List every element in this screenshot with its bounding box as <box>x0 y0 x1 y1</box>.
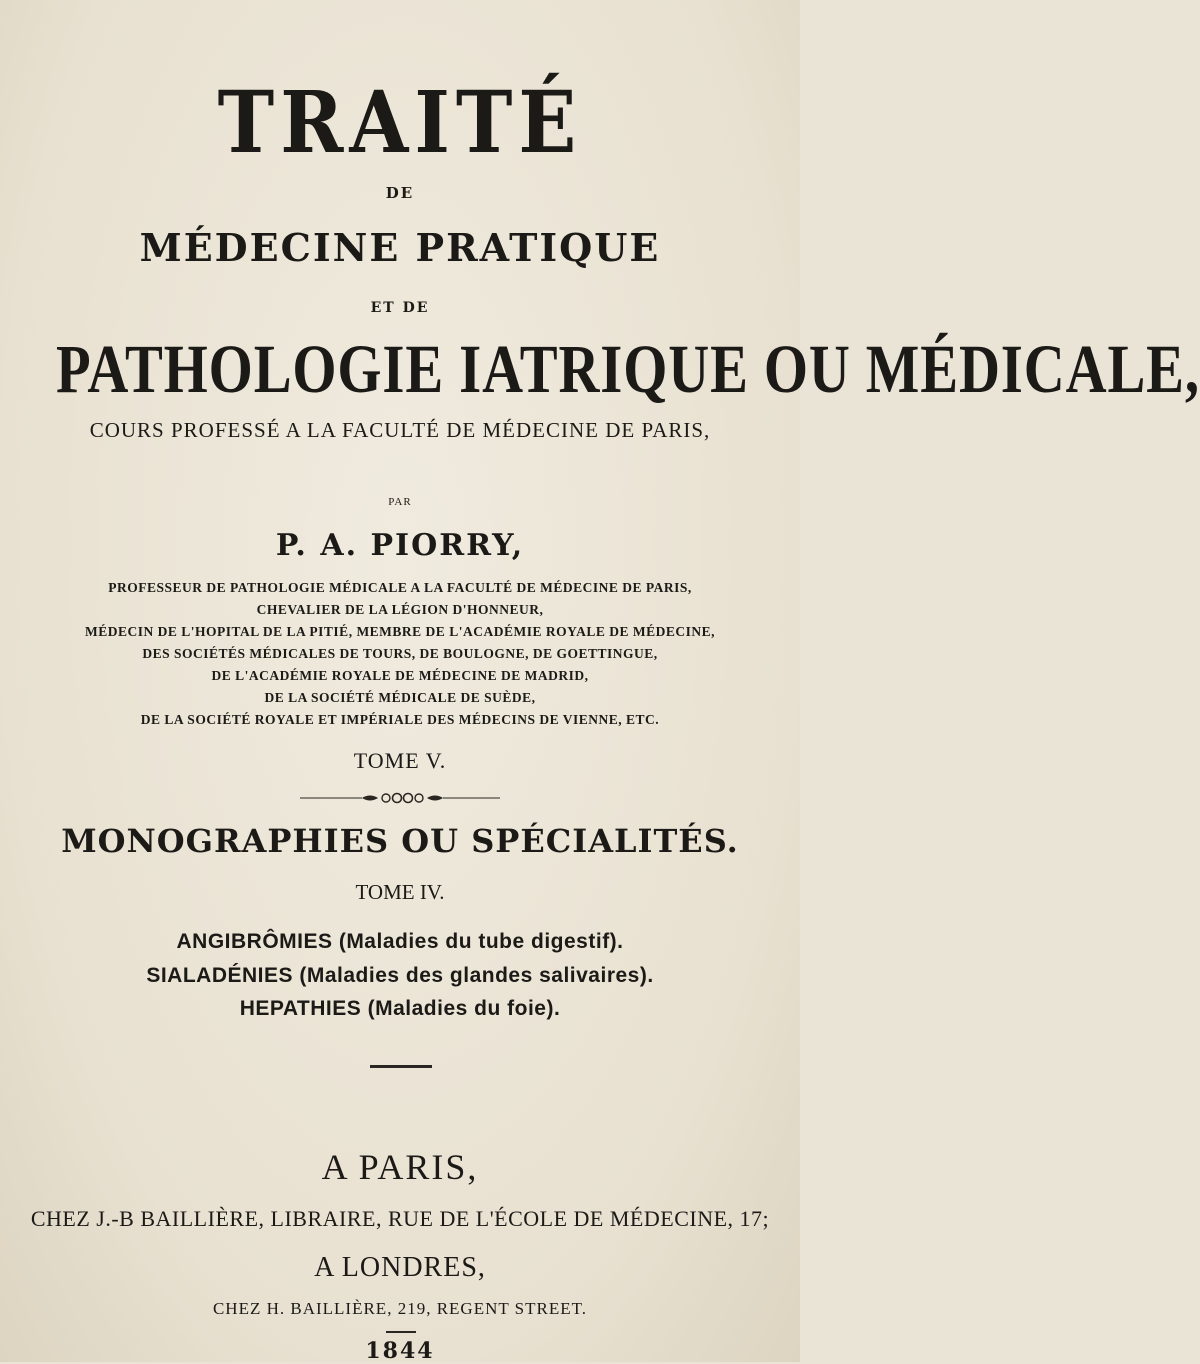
credential-line: CHEVALIER DE LA LÉGION D'HONNEUR, <box>256 602 544 617</box>
credential-line: DES SOCIÉTÉS MÉDICALES DE TOURS, DE BOULOGNE, DE GOETTINGUE, <box>142 646 658 661</box>
imprint-publisher-paris: CHEZ J.-B BAILLIÈRE, LIBRAIRE, RUE DE L'ÉCOLE DE MÉDECINE, 17; <box>30 1206 770 1231</box>
subtitle: COURS PROFESSÉ A LA FACULTÉ DE MÉDECINE DE PARIS, <box>89 418 711 442</box>
title-connector-de: DE <box>385 184 415 202</box>
title-pathologie: PATHOLOGIE IATRIQUE OU MÉDICALE, <box>56 331 1200 408</box>
credential-line: PROFESSEUR DE PATHOLOGIE MÉDICALE A LA FACULTÉ DE MÉDECINE DE PARIS, <box>108 580 692 595</box>
ornament-divider <box>300 790 500 806</box>
imprint-city-paris: A PARIS, <box>321 1147 479 1187</box>
subject-line: SIALADÉNIES (Maladies des glandes salivaires). <box>146 964 654 987</box>
author-name: P. A. PIORRY, <box>275 528 525 563</box>
short-divider-rule <box>386 1331 416 1333</box>
subject-line: ANGIBRÔMIES (Maladies du tube digestif). <box>176 930 624 953</box>
section-title: MONOGRAPHIES OU SPÉCIALITÉS. <box>61 822 739 860</box>
main-title: TRAITÉ <box>217 72 583 173</box>
subject-line: HEPATHIES (Maladies du foie). <box>239 997 561 1020</box>
imprint-city-london: A LONDRES, <box>314 1252 486 1283</box>
section-tome: TOME IV. <box>355 880 445 904</box>
divider-rule <box>370 1065 432 1068</box>
publication-year: 1844 <box>365 1338 435 1364</box>
title-connector-et-de: ET DE <box>370 300 430 316</box>
tome-number: TOME V. <box>353 748 447 773</box>
credential-line: DE LA SOCIÉTÉ MÉDICALE DE SUÈDE, <box>264 690 536 705</box>
imprint-publisher-london: CHEZ H. BAILLIÈRE, 219, REGENT STREET. <box>212 1299 588 1318</box>
par-label: PAR <box>388 496 412 508</box>
credential-line: DE L'ACADÉMIE ROYALE DE MÉDECINE DE MADRID, <box>211 668 589 683</box>
credential-line: DE LA SOCIÉTÉ ROYALE ET IMPÉRIALE DES MÉDECINS DE VIENNE, ETC. <box>140 712 660 727</box>
title-medecine-pratique: MÉDECINE PRATIQUE <box>139 225 661 270</box>
credential-line: MÉDECIN DE L'HOPITAL DE LA PITIÉ, MEMBRE DE L'ACADÉMIE ROYALE DE MÉDECINE, <box>85 624 715 639</box>
